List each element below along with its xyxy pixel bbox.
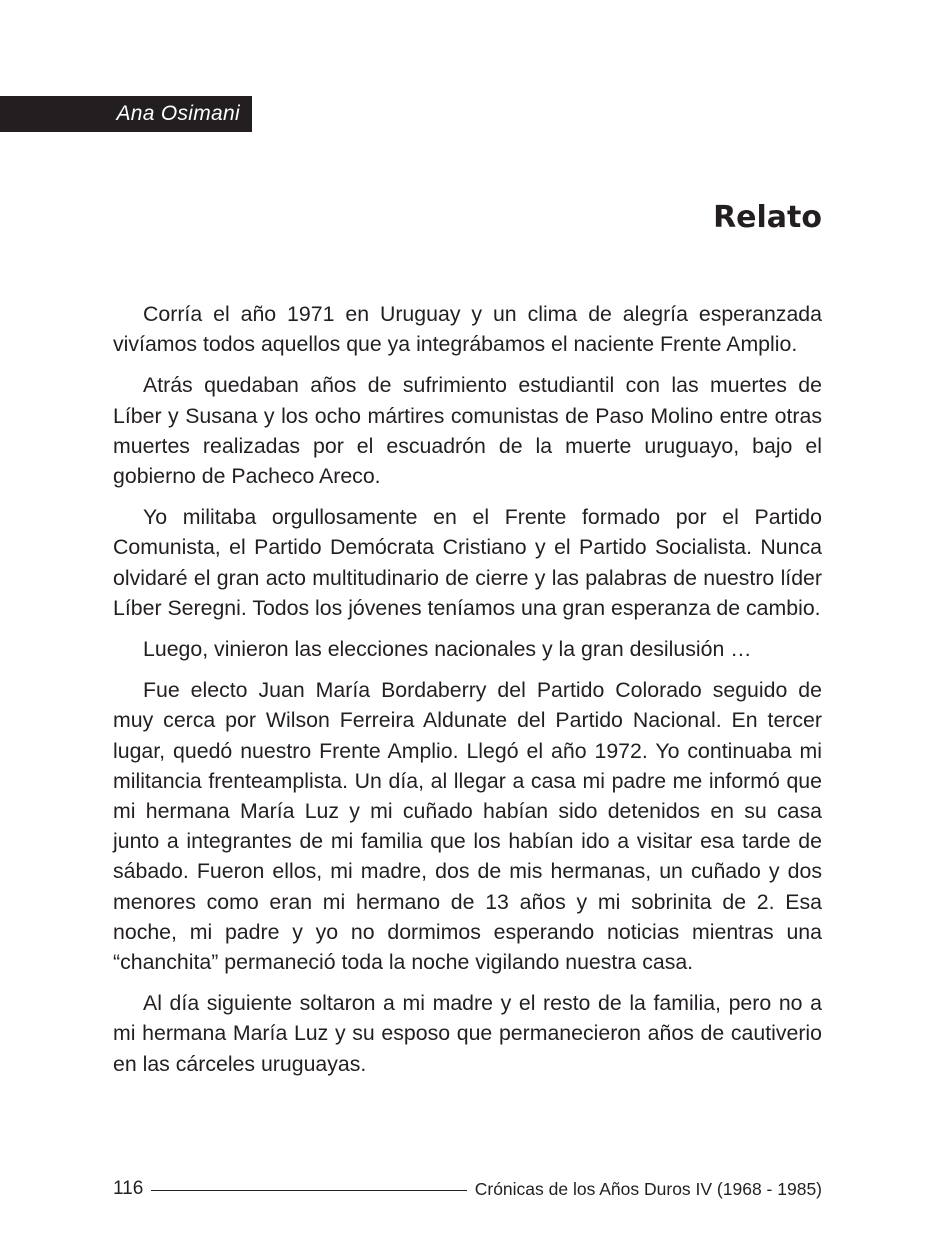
book-title: Crónicas de los Años Duros IV (1968 - 1985) — [474, 1178, 822, 1199]
paragraph: Fue electo Juan María Bordaberry del Partido Colorado seguido de muy cerca por Wilson Ferreira Aldunate del Partido Nacional. En tercer lugar, quedó nuestro Frente Amplio. Llegó el año 1972. Yo continuaba mi militancia frenteamplista. Un día, al llegar a casa mi padre me informó que mi hermana María Luz y mi cuñado habían sido detenidos en su casa junto a integrantes de mi familia que los habían ido a visitar esa tarde de sábado. Fueron ellos, mi madre, dos de mis hermanas, un cuñado y dos menores como eran mi hermano de 13 años y mi sobrinita de 2. Esa noche, mi padre y yo no dormimos esperando noticias mientras una “chanchita” permaneció toda la noche vigilando nuestra casa. — [113, 678, 822, 975]
paragraph: Yo militaba orgullosamente en el Frente formado por el Partido Comunista, el Partido Demócrata Cristiano y el Partido Socialista. Nunca olvidaré el gran acto multitudinario de cierre y las palabras de nuestro líder Líber Seregni. Todos los jóvenes teníamos una gran esperanza de cambio. — [113, 505, 822, 620]
author-header-tab — [0, 96, 252, 132]
paragraph: Corría el año 1971 en Uruguay y un clima de alegría esperanzada vivíamos todos aquellos que ya integrábamos el naciente Frente Amplio. — [113, 302, 822, 357]
page-footer — [113, 1176, 822, 1202]
author-name: Ana Osimani — [116, 102, 240, 125]
footer-divider — [151, 1190, 466, 1191]
body-text — [113, 299, 822, 1090]
chapter-title: Relato — [713, 200, 822, 235]
paragraph: Atrás quedaban años de sufrimiento estudiantil con las muertes de Líber y Susana y los ocho mártires comunistas de Paso Molino entre otras muertes realizadas por el escuadrón de la muerte uruguayo, bajo el gobierno de Pacheco Areco. — [113, 373, 822, 489]
paragraph: Luego, vinieron las elecciones nacionales y la gran desilusión … — [143, 637, 752, 662]
paragraph: Al día siguiente soltaron a mi madre y el resto de la familia, pero no a mi hermana María Luz y su esposo que permanecieron años de cautiverio en las cárceles uruguayas. — [113, 991, 822, 1076]
page-number: 116 — [113, 1178, 144, 1199]
